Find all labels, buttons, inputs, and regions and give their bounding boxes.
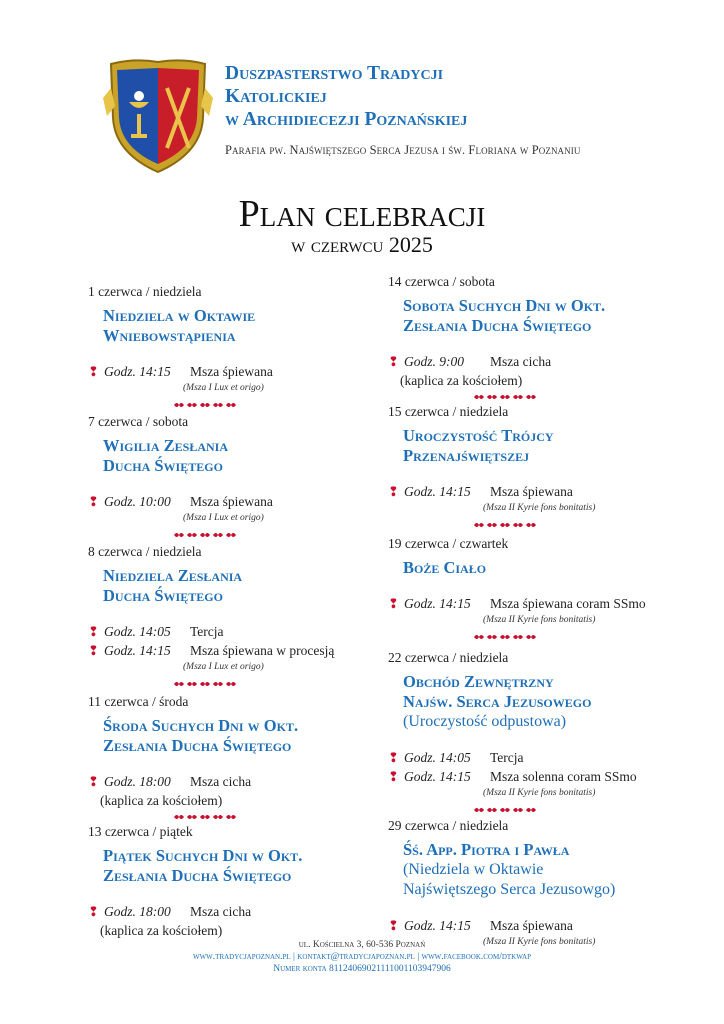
service-row <box>88 494 273 510</box>
service-time: Godz. 14:05 <box>404 750 471 765</box>
service-desc: Msza cicha <box>190 904 252 919</box>
feast-line: Śś. App. Piotra i Pawła <box>403 840 570 859</box>
rubric-mark-icon: ❢ <box>88 904 99 919</box>
location-note: (kaplica za kościołem) <box>400 373 523 388</box>
org-line: w Archidiecezji Poznańskiej <box>225 109 468 130</box>
feast-line: Zesłania Ducha Świętego <box>103 736 292 755</box>
feast-line: Uroczystość Trójcy <box>403 426 554 445</box>
page-title: Plan celebracji <box>238 193 486 235</box>
feast-line: Niedziela w Oktawie <box>103 306 256 325</box>
service-row <box>388 484 573 500</box>
footer-address: ul. Kościelna 3, 60-536 Poznań <box>298 940 426 950</box>
ornament-divider-icon <box>173 401 237 409</box>
feast-name <box>103 716 298 756</box>
event-date: 15 czerwca / niedziela <box>388 404 509 419</box>
ornament-divider-icon <box>473 806 537 814</box>
service-time: Godz. 14:15 <box>404 918 471 933</box>
feast-name <box>103 846 302 886</box>
feast-name <box>103 566 242 606</box>
service-time: Godz. 10:00 <box>104 494 171 509</box>
rubric-mark-icon: ❢ <box>88 643 99 658</box>
ornament-divider-icon <box>473 393 537 401</box>
mass-note: (Msza II Kyrie fons bonitatis) <box>483 788 596 798</box>
ornament-divider-icon <box>473 521 537 529</box>
rubric-mark-icon: ❢ <box>88 624 99 639</box>
event-date: 29 czerwca / niedziela <box>388 818 509 833</box>
event-date: 7 czerwca / sobota <box>88 414 189 429</box>
rubric-mark-icon: ❢ <box>388 596 399 611</box>
feast-name <box>403 426 554 466</box>
service-time: Godz. 18:00 <box>104 904 171 919</box>
feast-line: Boże Ciało <box>403 558 487 577</box>
service-time: Godz. 14:15 <box>104 364 171 379</box>
rubric-mark-icon: ❢ <box>88 494 99 509</box>
feast-line: Wigilia Zesłania <box>103 436 228 455</box>
mass-note: (Msza I Lux et origo) <box>183 383 264 393</box>
org-line: Katolickiej <box>225 86 327 107</box>
service-row <box>88 904 251 920</box>
service-row <box>88 643 334 659</box>
service-row <box>88 364 273 380</box>
feast-line: Piątek Suchych Dni w Okt. <box>103 846 303 865</box>
org-line: Duszpasterstwo Tradycji <box>225 63 444 84</box>
feast-name <box>403 840 615 900</box>
event-date: 8 czerwca / niedziela <box>88 544 202 559</box>
service-desc: Msza cicha <box>190 774 252 789</box>
rubric-mark-icon: ❢ <box>388 484 399 499</box>
ornament-divider-icon <box>173 680 237 688</box>
rubric-mark-icon: ❢ <box>388 354 399 369</box>
mass-note: (Msza II Kyrie fons bonitatis) <box>483 503 596 513</box>
service-time: Godz. 14:15 <box>404 596 471 611</box>
service-desc: Msza śpiewana w procesją <box>190 643 335 658</box>
ornament-divider-icon <box>173 531 237 539</box>
service-row <box>88 774 251 790</box>
feast-name <box>403 672 591 732</box>
feast-line: Zesłania Ducha Świętego <box>403 316 592 335</box>
feast-line: Najśw. Serca Jezusowego <box>403 692 592 711</box>
feast-name <box>103 436 228 476</box>
service-desc: Msza cicha <box>490 354 552 369</box>
service-time: Godz. 14:15 <box>104 643 171 658</box>
mass-note: (Msza II Kyrie fons bonitatis) <box>483 615 596 625</box>
event-date: 22 czerwca / niedziela <box>388 650 509 665</box>
footer-links: www.tradycjapoznan.pl | kontakt@tradycjapoznan.pl | www.facebook.com/dtkwap <box>192 952 532 962</box>
feast-line: Środa Suchych Dni w Okt. <box>103 716 299 735</box>
service-desc: Tercja <box>490 750 524 765</box>
ornament-divider-icon <box>473 633 537 641</box>
mass-note: (Msza II Kyrie fons bonitatis) <box>483 937 596 947</box>
feast-name <box>403 296 605 336</box>
service-time: Godz. 14:15 <box>404 484 471 499</box>
feast-line: Ducha Świętego <box>103 456 223 475</box>
feast-line: Zesłania Ducha Świętego <box>103 866 292 885</box>
page-subtitle: w czerwcu 2025 <box>291 232 433 257</box>
service-time: Godz. 14:15 <box>404 769 471 784</box>
service-row <box>88 624 224 640</box>
service-desc: Tercja <box>190 624 224 639</box>
event-date: 14 czerwca / sobota <box>388 274 495 289</box>
feast-line: Przenajświętszej <box>403 446 530 465</box>
feast-line: Obchód Zewnętrzny <box>403 672 554 691</box>
service-desc: Msza śpiewana <box>190 494 273 509</box>
ornament-divider-icon <box>173 813 237 821</box>
service-time: Godz. 18:00 <box>104 774 171 789</box>
service-desc: Msza śpiewana coram SSmo <box>490 596 646 611</box>
footer-account: Numer konta 81124069021111001103947906 <box>273 964 451 974</box>
event-date: 1 czerwca / niedziela <box>88 284 202 299</box>
feast-line: Ducha Świętego <box>103 586 223 605</box>
service-row <box>388 918 573 934</box>
location-note: (kaplica za kościołem) <box>100 923 223 938</box>
rubric-mark-icon: ❢ <box>388 769 399 784</box>
feast-name <box>403 558 486 578</box>
service-desc: Msza śpiewana <box>490 918 573 933</box>
service-row <box>388 354 551 370</box>
feast-line: Niedziela Zesłania <box>103 566 243 585</box>
event-date: 19 czerwca / czwartek <box>388 536 509 551</box>
service-desc: Msza solenna coram SSmo <box>490 769 637 784</box>
coat-of-arms-icon <box>103 58 213 176</box>
feast-line: Wniebowstąpienia <box>103 326 236 345</box>
feast-name <box>103 306 255 346</box>
parish-name: Parafia pw. Najświętszego Serca Jezusa i św. Floriana w Poznaniu <box>225 143 581 157</box>
rubric-mark-icon: ❢ <box>388 750 399 765</box>
service-row <box>388 769 637 785</box>
feast-subtitle: (Niedziela w Oktawie <box>403 861 544 878</box>
feast-subtitle: (Uroczystość odpustowa) <box>403 713 567 730</box>
mass-note: (Msza I Lux et origo) <box>183 513 264 523</box>
service-time: Godz. 14:05 <box>104 624 171 639</box>
rubric-mark-icon: ❢ <box>88 774 99 789</box>
feast-line: Sobota Suchych Dni w Okt. <box>403 296 606 315</box>
feast-subtitle: Najświętszego Serca Jezusowgo) <box>403 881 616 898</box>
mass-note: (Msza I Lux et origo) <box>183 662 264 672</box>
rubric-mark-icon: ❢ <box>388 918 399 933</box>
footer <box>0 939 724 975</box>
service-desc: Msza śpiewana <box>490 484 573 499</box>
service-time: Godz. 9:00 <box>404 354 464 369</box>
service-desc: Msza śpiewana <box>190 364 273 379</box>
event-date: 13 czerwca / piątek <box>88 824 193 839</box>
organization-name <box>225 62 467 131</box>
service-row <box>388 596 646 612</box>
rubric-mark-icon: ❢ <box>88 364 99 379</box>
location-note: (kaplica za kościołem) <box>100 793 223 808</box>
service-row <box>388 750 524 766</box>
event-date: 11 czerwca / środa <box>88 694 189 709</box>
